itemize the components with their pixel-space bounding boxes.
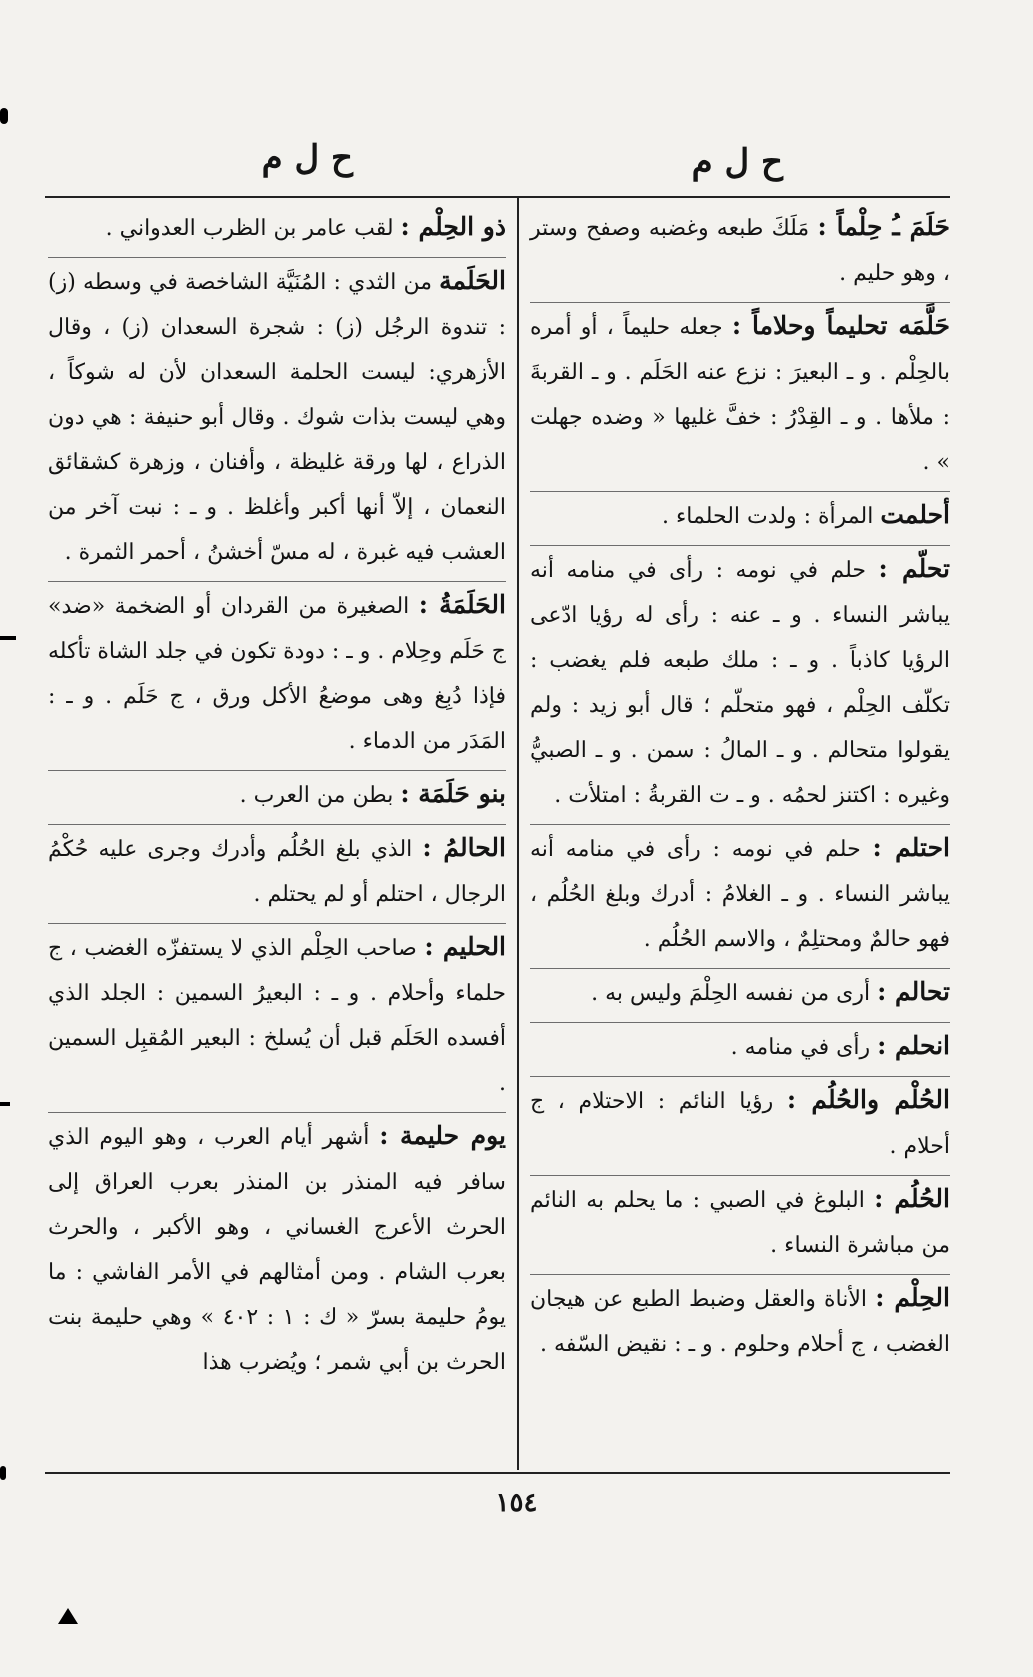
column-divider	[517, 198, 519, 1470]
bottom-rule	[45, 1472, 950, 1474]
triangle-mark-icon	[58, 1608, 78, 1624]
entry-definition: من الثدي : المُنَيَّة الشاخصة في وسطه (ز) : تندوة الرجُل (ز) : شجرة السعدان (ز) ، وقال الأزهري: ليست الحلمة السعدان لأن له شوكاً ، وهي ليست بذات شوك . وقال أبو حنيفة : هي دون الذراع ، لها ورقة غليظة ، وأفنان ، وزهرة كشقائق النعمان ، إلاّ أنها أكبر وأغلظ . و ـ : نبت آخر من العشب فيه غبرة ، له مسّ أخشنُ ، أحمر الثمرة .	[48, 270, 506, 565]
dictionary-entry	[48, 582, 506, 771]
entry-definition: الصغيرة من القردان أو الضخمة «ضد» ج حَلَم وحِلام . و ـ : دودة تكون في جلد الشاة تأكله فإذا دُبِغ وهى موضعُ الأكل ورق ، ج حَلَم . و ـ : المَدَر من الدماء .	[48, 594, 506, 754]
entry-headword: الحَلَمة	[439, 266, 506, 295]
entry-headword: تحلّم :	[878, 554, 950, 583]
dictionary-entry	[530, 825, 950, 969]
dictionary-entry	[530, 1023, 950, 1077]
dictionary-entry	[530, 492, 950, 546]
dictionary-entry	[530, 1176, 950, 1275]
dictionary-entry	[48, 204, 506, 258]
margin-mark	[0, 1102, 10, 1106]
left-column	[48, 204, 506, 1391]
entry-definition: مَلَكَ طبعه وغضبه وصفح وستر ، وهو حليم .	[530, 216, 950, 286]
dictionary-entry	[530, 1077, 950, 1176]
entry-headword: الحُلْم والحُلُم :	[786, 1085, 950, 1114]
entry-definition: أرى من نفسه الحِلْمَ وليس به .	[591, 981, 878, 1006]
running-header-right: ح ل م	[691, 142, 783, 182]
entry-headword: الحَلَمَةُ :	[418, 590, 506, 619]
entry-headword: الحليم :	[424, 932, 507, 961]
dictionary-entry	[48, 924, 506, 1113]
dictionary-entry	[530, 204, 950, 303]
entry-definition: المرأة : ولدت الحلماء .	[661, 504, 881, 529]
dictionary-entry	[48, 1113, 506, 1391]
entry-definition: جعله حليماً ، أو أمره بالحِلْم . و ـ البعيرَ : نزع عنه الحَلَم . و ـ القربةَ : ملأها . و ـ القِدْرُ : خفَّ غليها « وضده جهلت » .	[530, 315, 950, 475]
entry-headword: ذو الحِلْم :	[400, 212, 506, 241]
entry-definition: رؤيا النائم : الاحتلام ، ج أحلام .	[530, 1089, 950, 1159]
top-rule	[45, 196, 950, 198]
entry-definition: بطن من العرب .	[239, 783, 401, 808]
entry-headword: انحلم :	[877, 1031, 950, 1060]
entry-definition: الذي بلغ الحُلُم وأدرك وجرى عليه حُكْمُ الرجال ، احتلم أو لم يحتلم .	[48, 837, 506, 907]
margin-mark	[0, 1466, 6, 1480]
entry-headword: حَلَّمَه تحليماً وحلاماً :	[731, 311, 950, 340]
entry-definition: حلم في نومه : رأى في منامه أنه يباشر النساء . و ـ عنه : رأى له رؤيا ادّعى الرؤيا كاذباً . و ـ : ملك طبعه فلم يغضب : تكلّف الحِلْم ، فهو متحلّم ؛ قال أبو زيد : ولم يقولوا متحالم . و ـ المالُ : سمن . و ـ الصبيُّ وغيره : اكتنز لحمُه . و ـ ت القربةُ : امتلأت .	[530, 558, 950, 808]
right-column	[530, 204, 950, 1373]
margin-mark	[0, 108, 8, 124]
entry-headword: الحِلْم :	[875, 1283, 950, 1312]
entry-headword: احتلم :	[872, 833, 950, 862]
page-number: ١٥٤	[495, 1488, 538, 1518]
dictionary-entry	[48, 258, 506, 582]
margin-mark	[0, 636, 16, 640]
dictionary-entry	[530, 303, 950, 492]
entry-definition: البلوغ في الصبي : ما يحلم به النائم من مباشرة النساء .	[530, 1188, 950, 1258]
dictionary-entry	[530, 1275, 950, 1373]
entry-headword: يوم حليمة :	[379, 1121, 506, 1150]
dictionary-entry	[530, 546, 950, 825]
entry-definition: أشهر أيام العرب ، وهو اليوم الذي سافر فيه المنذر بن المنذر بعرب العراق إلى الحرث الأعرج الغساني ، وهو الأكبر ، والحرث بعرب الشام . ومن أمثالهم في الأمر الفاشي : ما يومُ حليمة بسرّ « ك : ١ : ٤٠٢ » وهي حليمة بنت الحرث بن أبي شمر ؛ ويُضرب هذا	[48, 1125, 506, 1375]
entry-headword: أحلمت	[880, 500, 950, 529]
entry-definition: صاحب الحِلْم الذي لا يستفزّه الغضب ، ج حلماء وأحلام . و ـ : البعيرُ السمين : الجلد الذي أفسده الحَلَم قبل أن يُسلخ : البعير المُقبِل السمين .	[48, 936, 506, 1096]
entry-definition: لقب عامر بن الظرب العدواني .	[105, 216, 401, 241]
entry-headword: بنو حَلَمَة :	[400, 779, 506, 808]
running-header-left: ح ل م	[261, 138, 353, 178]
entry-headword: الحالمُ :	[422, 833, 506, 862]
dictionary-entry	[48, 825, 506, 924]
dictionary-entry	[530, 969, 950, 1023]
entry-headword: تحالم :	[877, 977, 950, 1006]
dictionary-entry	[48, 771, 506, 825]
entry-headword: الحُلُم :	[874, 1184, 950, 1213]
entry-definition: رأى في منامه .	[730, 1035, 878, 1060]
entry-definition: الأناة والعقل وضبط الطبع عن هيجان الغضب ، ج أحلام وحلوم . و ـ : نقيض السّفه .	[530, 1287, 950, 1357]
entry-headword: حَلَمَ ـُ حِلْماً :	[817, 212, 950, 241]
entry-definition: حلم في نومه : رأى في منامه أنه يباشر النساء . و ـ الغلامُ : أدرك وبلغ الحُلُم ، فهو حالمٌ ومحتلِمٌ ، والاسم الحُلُم .	[530, 837, 950, 952]
